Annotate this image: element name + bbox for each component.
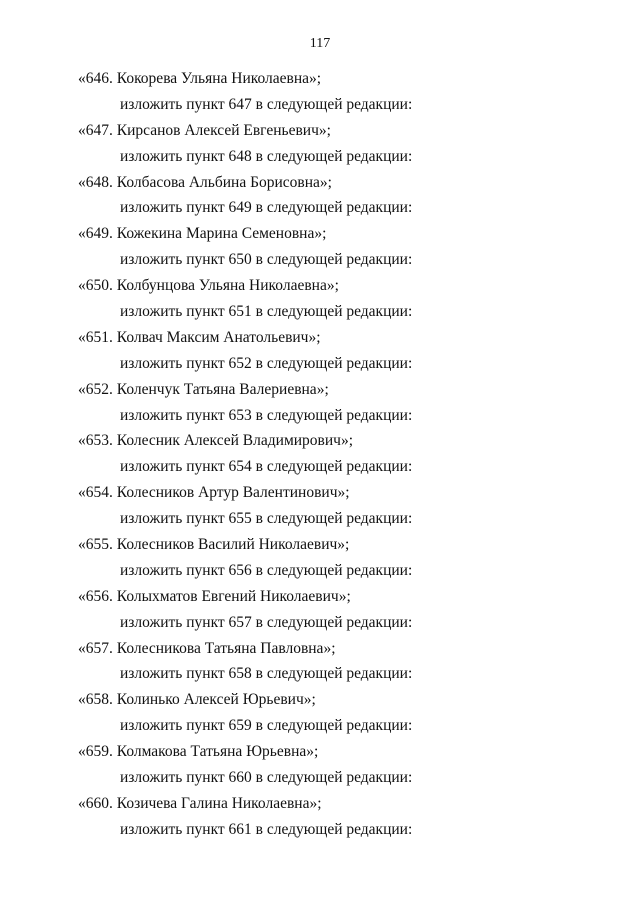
instruction-line: изложить пункт 652 в следующей редакции: [120,354,413,372]
entry-line: «652. Коленчук Татьяна Валериевна»; [78,380,329,398]
instruction-line: изложить пункт 654 в следующей редакции: [120,458,413,476]
entry-line: «653. Колесник Алексей Владимирович»; [78,432,354,450]
entry-line: «656. Колыхматов Евгений Николаевич»; [78,587,351,605]
instruction-line: изложить пункт 647 в следующей редакции: [120,95,413,113]
instruction-line: изложить пункт 657 в следующей редакции: [120,613,413,631]
instruction-line: изложить пункт 649 в следующей редакции: [120,199,413,217]
entries-list [0,66,640,843]
instruction-line: изложить пункт 651 в следующей редакции: [120,303,413,321]
instruction-line: изложить пункт 655 в следующей редакции: [120,510,413,528]
entry-line: «648. Колбасова Альбина Борисовна»; [78,173,332,191]
entry-line: «646. Кокорева Ульяна Николаевна»; [78,70,322,87]
instruction-line: изложить пункт 661 в следующей редакции: [120,820,413,838]
instruction-line: изложить пункт 650 в следующей редакции: [120,251,413,269]
entry-line: «649. Кожекина Марина Семеновна»; [78,225,327,243]
entry-line: «647. Кирсанов Алексей Евгеньевич»; [78,121,331,139]
entry-line: «660. Козичева Галина Николаевна»; [78,794,322,812]
instruction-line: изложить пункт 656 в следующей редакции: [120,561,413,579]
entry-line: «657. Колесникова Татьяна Павловна»; [78,639,336,657]
entry-line: «658. Колинько Алексей Юрьевич»; [78,691,316,709]
entry-line: «651. Колвач Максим Анатольевич»; [78,328,321,346]
entry-line: «654. Колесников Артур Валентинович»; [78,484,350,502]
entry-line: «659. Колмакова Татьяна Юрьевна»; [78,743,319,761]
entry-line: «655. Колесников Василий Николаевич»; [78,536,350,554]
instruction-line: изложить пункт 660 в следующей редакции: [120,769,413,787]
instruction-line: изложить пункт 659 в следующей редакции: [120,717,413,735]
instruction-line: изложить пункт 658 в следующей редакции: [120,665,413,683]
instruction-line: изложить пункт 653 в следующей редакции: [120,406,413,424]
page-number: 117 [309,36,331,51]
instruction-line: изложить пункт 648 в следующей редакции: [120,147,413,165]
entry-line: «650. Колбунцова Ульяна Николаевна»; [78,277,339,295]
